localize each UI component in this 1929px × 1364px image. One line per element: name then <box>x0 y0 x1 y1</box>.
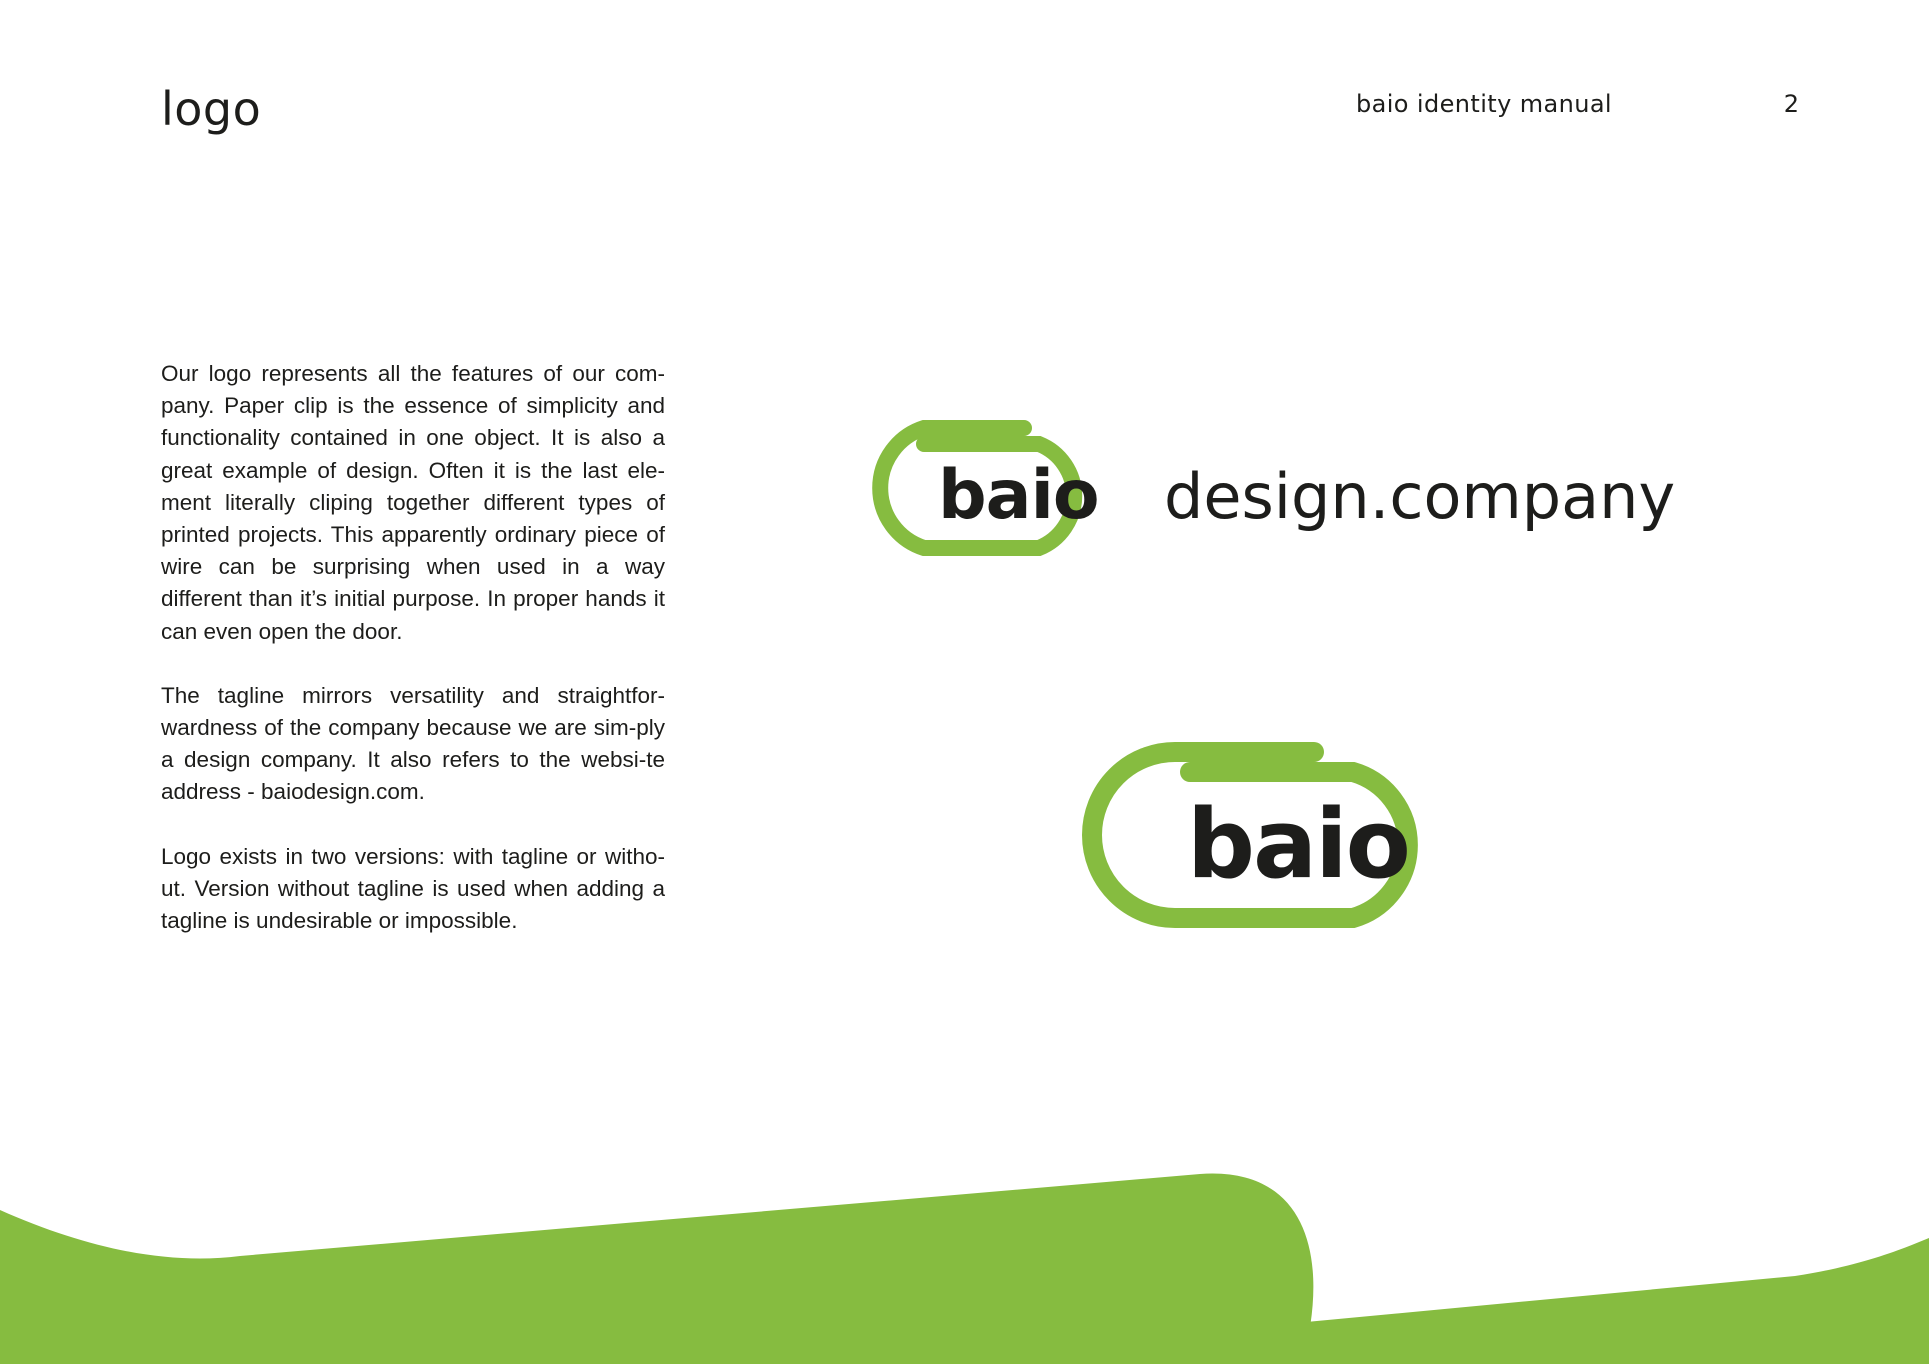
logo-wordmark: baio <box>938 456 1099 535</box>
logo-with-tagline <box>854 420 1684 560</box>
logo-tagline-text: design.company <box>1164 460 1676 533</box>
body-text <box>161 358 665 969</box>
paragraph-logo-versions: Logo exists in two versions: with tagline or witho-ut. Version without tagline is used when adding a tagline is undesirable or impossible. <box>161 843 665 934</box>
section-title: logo <box>161 82 262 136</box>
logo-without-tagline <box>1075 742 1455 928</box>
decorative-green-wave <box>0 1150 1929 1364</box>
paragraph-tagline-description: The tagline mirrors versatility and straightfor-wardness of the company because we are sim-ply a design company. It also refers to the websi-te address - baiodesign.com. <box>161 682 665 805</box>
manual-name: baio identity manual <box>1356 90 1613 118</box>
paragraph-logo-description: Our logo represents all the features of our com-pany. Paper clip is the essence of simplicity and functionality contained in one object. It is also a great example of design. Often it is the last ele-ment literally cliping together different types of printed projects. This apparently ordinary piece of wire can be surprising when used in a way different than it’s initial purpose. In proper hands it can even open the door. <box>161 361 665 644</box>
logo-wordmark: baio <box>1187 790 1409 900</box>
page-number: 2 <box>1783 90 1799 118</box>
